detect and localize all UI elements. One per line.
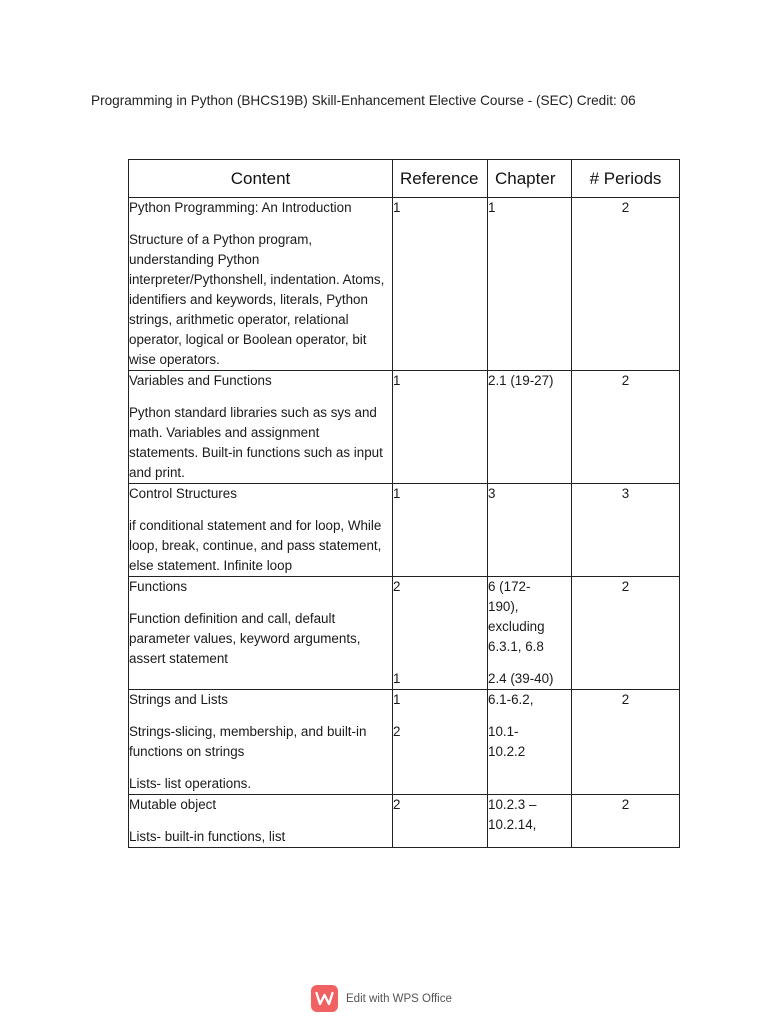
header-chapter: Chapter bbox=[488, 160, 572, 198]
header-reference: Reference bbox=[393, 160, 488, 198]
content-cell bbox=[129, 484, 393, 577]
table-row bbox=[129, 371, 680, 484]
chapter-value: 2.4 (39-40) bbox=[488, 671, 554, 686]
table-row bbox=[129, 198, 680, 371]
table-row bbox=[129, 484, 680, 577]
topic-description: Strings-slicing, membership, and built-in functions on strings bbox=[129, 724, 367, 759]
chapter-value: 10.2.3 – 10.2.14, bbox=[488, 797, 537, 832]
topic-title: Control Structures bbox=[129, 486, 237, 501]
topic-title: Functions bbox=[129, 579, 188, 594]
chapter-cell bbox=[488, 371, 572, 484]
topic-description: Python standard libraries such as sys and math. Variables and assignment statements. Built-in functions such as input and print. bbox=[129, 405, 383, 480]
reference-value: 2 bbox=[393, 724, 401, 739]
topic-title: Python Programming: An Introduction bbox=[129, 200, 352, 215]
reference-cell bbox=[393, 371, 488, 484]
chapter-cell bbox=[488, 484, 572, 577]
chapter-value: 6 (172-190), excluding 6.3.1, 6.8 bbox=[488, 579, 545, 654]
reference-value: 1 bbox=[393, 692, 401, 707]
reference-value: 2 bbox=[393, 579, 401, 594]
document-heading: Programming in Python (BHCS19B) Skill-Enhancement Elective Course - (SEC) Credit: 06 bbox=[91, 93, 636, 108]
table-row bbox=[129, 577, 680, 690]
reference-cell bbox=[393, 198, 488, 371]
topic-title: Mutable object bbox=[129, 797, 217, 812]
reference-value: 2 bbox=[393, 797, 401, 812]
chapter-value: 3 bbox=[488, 486, 496, 501]
chapter-value: 2.1 (19-27) bbox=[488, 373, 554, 388]
topic-description: if conditional statement and for loop, While loop, break, continue, and pass statement, else statement. Infinite loop bbox=[129, 518, 382, 573]
content-cell bbox=[129, 795, 393, 848]
topic-title: Variables and Functions bbox=[129, 373, 272, 388]
periods-cell: 2 bbox=[572, 371, 680, 484]
wps-edit-badge[interactable] bbox=[311, 985, 452, 1012]
topic-description: Structure of a Python program, understanding Python interpreter/Pythonshell, indentation. Atoms, identifiers and keywords, literals, Python strings, arithmetic operator, relational operator, logical or Boolean operator, bit wise operators. bbox=[129, 232, 385, 367]
wps-edit-label: Edit with WPS Office bbox=[346, 992, 452, 1005]
periods-cell: 2 bbox=[572, 690, 680, 795]
wps-logo-icon bbox=[311, 985, 338, 1012]
reference-cell bbox=[393, 690, 488, 795]
reference-value: 1 bbox=[393, 373, 401, 388]
reference-cell bbox=[393, 795, 488, 848]
reference-cell bbox=[393, 577, 488, 690]
chapter-cell bbox=[488, 690, 572, 795]
topic-description: Lists- built-in functions, list bbox=[129, 829, 286, 844]
reference-value: 1 bbox=[393, 200, 401, 215]
chapter-value: 1 bbox=[488, 200, 496, 215]
table-header-row bbox=[129, 160, 680, 198]
chapter-cell bbox=[488, 198, 572, 371]
topic-title: Strings and Lists bbox=[129, 692, 228, 707]
content-cell bbox=[129, 690, 393, 795]
chapter-value: 10.1-10.2.2 bbox=[488, 724, 526, 759]
periods-cell: 3 bbox=[572, 484, 680, 577]
topic-description: Lists- list operations. bbox=[129, 776, 252, 791]
chapter-cell bbox=[488, 577, 572, 690]
periods-cell: 2 bbox=[572, 198, 680, 371]
content-cell bbox=[129, 577, 393, 690]
periods-cell: 2 bbox=[572, 577, 680, 690]
header-content: Content bbox=[129, 160, 393, 198]
chapter-cell bbox=[488, 795, 572, 848]
reference-value: 1 bbox=[393, 486, 401, 501]
content-cell bbox=[129, 371, 393, 484]
reference-cell bbox=[393, 484, 488, 577]
content-cell bbox=[129, 198, 393, 371]
periods-cell: 2 bbox=[572, 795, 680, 848]
syllabus-table bbox=[128, 159, 680, 848]
table-row bbox=[129, 795, 680, 848]
topic-description: Function definition and call, default parameter values, keyword arguments, assert statement bbox=[129, 611, 361, 666]
header-periods: # Periods bbox=[572, 160, 680, 198]
reference-value: 1 bbox=[393, 671, 401, 686]
chapter-value: 6.1-6.2, bbox=[488, 692, 534, 707]
table-row bbox=[129, 690, 680, 795]
